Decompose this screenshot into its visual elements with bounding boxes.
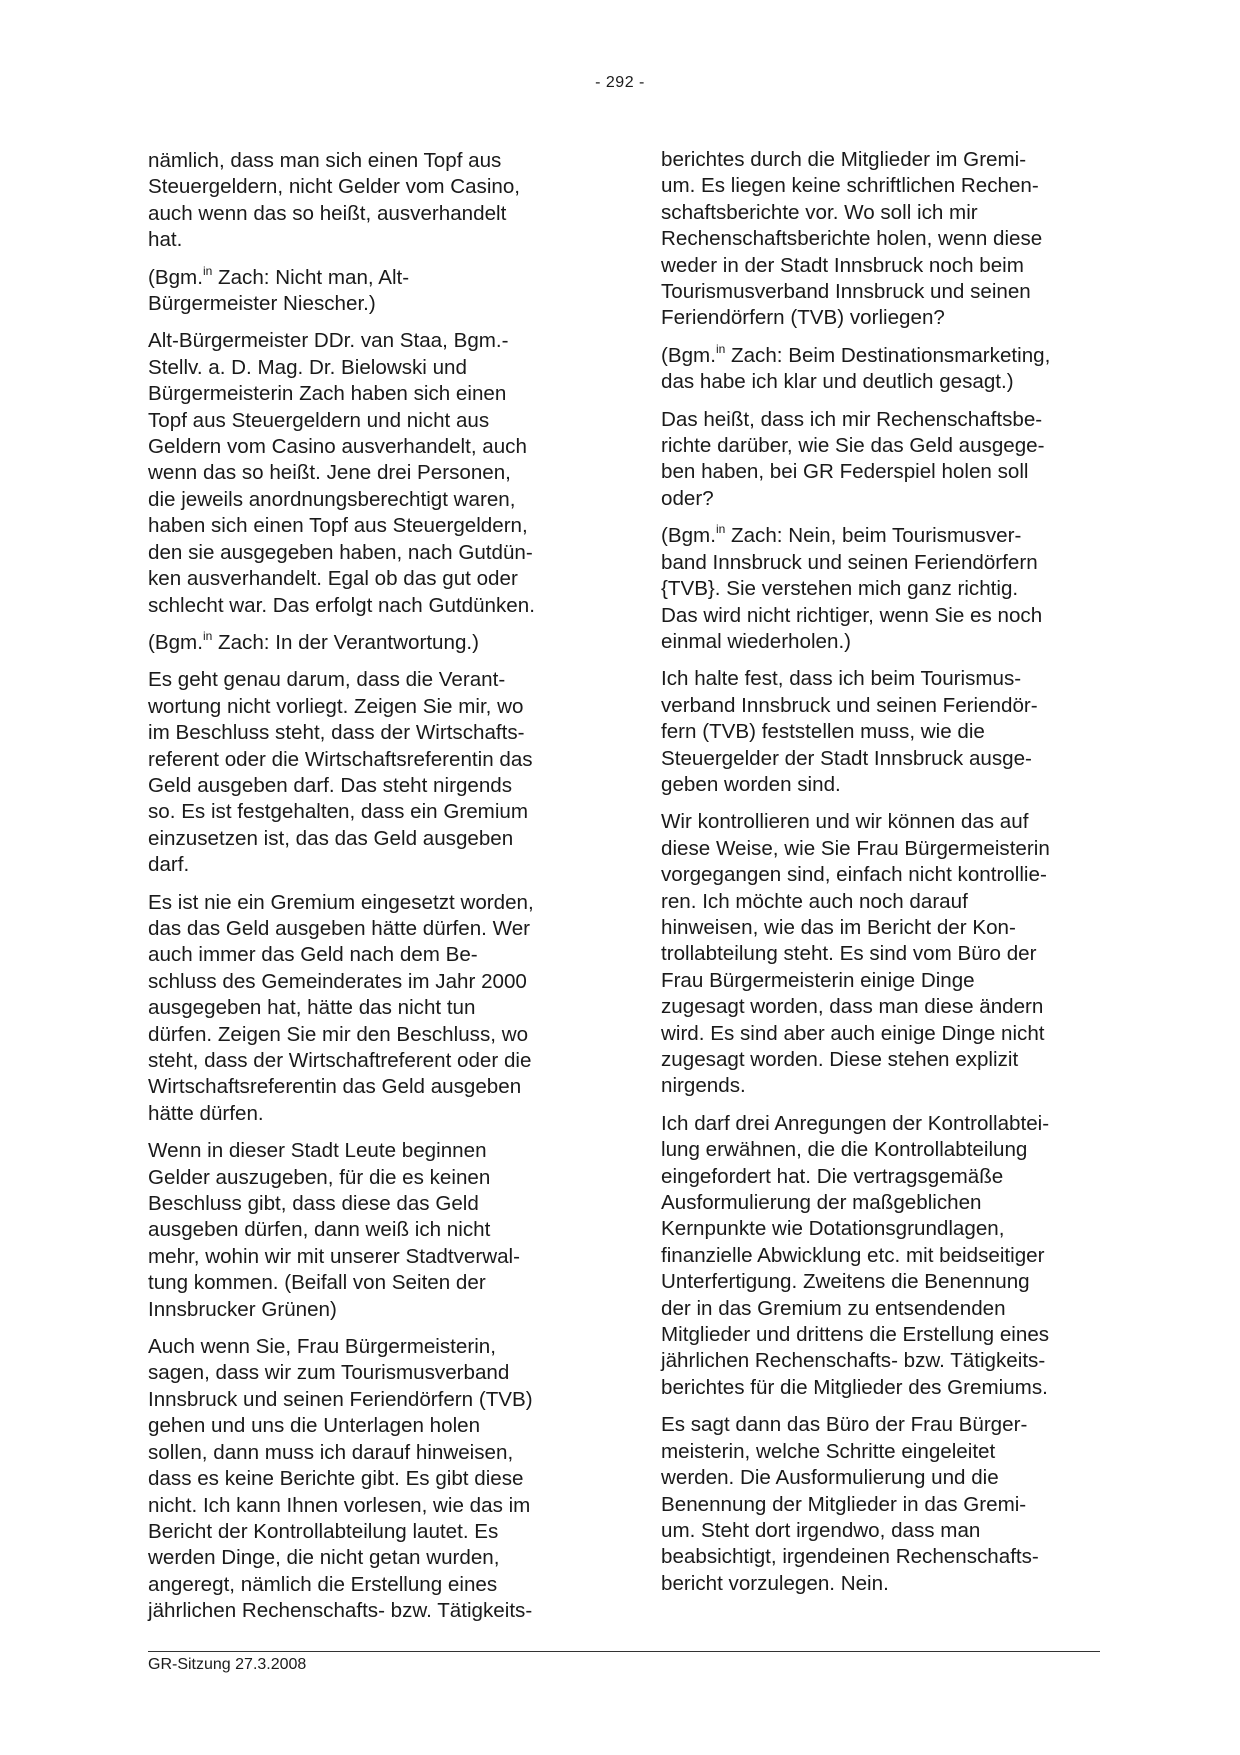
text-line: hätte dürfen. (148, 1101, 264, 1125)
paragraph (148, 148, 558, 254)
text-line: Steuergeldern, nicht Gelder vom Casino, (148, 175, 521, 199)
text-line: Bürgermeisterin Zach haben sich einen (148, 382, 507, 406)
text-line: wortung nicht vorliegt. Zeigen Sie mir, wo (148, 694, 524, 718)
text-line: Feriendörfern (TVB) vorliegen? (661, 306, 945, 330)
text-line: Benennung der Mitglieder in das Gremi- (661, 1492, 1027, 1516)
text-line: Mitglieder und drittens die Erstellung eines (661, 1323, 1050, 1347)
text-line: zugesagt worden. Diese stehen explizit (661, 1048, 1019, 1071)
text-line: ken ausverhandelt. Egal ob das gut oder (148, 567, 518, 591)
text-line: Es sagt dann das Büro der Frau Bürger- (661, 1413, 1028, 1437)
text-line: werden. Die Ausformulierung und die (661, 1466, 999, 1490)
text-line: finanzielle Abwicklung etc. mit beidseitiger (661, 1243, 1045, 1267)
superscript-in: in (715, 522, 726, 537)
text-line: jährlichen Rechenschafts- bzw. Tätigkeits- (148, 1599, 533, 1623)
text-line: der in das Gremium zu entsendenden (661, 1296, 1006, 1320)
paragraph (148, 1334, 558, 1624)
text-line: steht, dass der Wirtschaftreferent oder die (148, 1049, 532, 1072)
text-line: Auch wenn Sie, Frau Bürgermeisterin, (148, 1335, 496, 1359)
text-line: vorgegangen sind, einfach nicht kontrollie- (661, 863, 1047, 887)
paragraph (148, 328, 558, 618)
text-line: die jeweils anordnungsberechtigt waren, (148, 487, 516, 511)
paragraph (148, 667, 558, 878)
text-line: (Bgm.$^{in}$ Zach: Beim Destinationsmarketing, (661, 341, 1051, 367)
text-line: Wir kontrollieren und wir können das auf (661, 810, 1029, 834)
text-line: diese Weise, wie Sie Frau Bürgermeisterin (661, 836, 1050, 860)
text-line: schluss des Gemeinderates im Jahr 2000 (148, 969, 527, 993)
text-line: im Beschluss steht, dass der Wirtschafts- (148, 721, 525, 745)
text-line: fern (TVB) feststellen muss, wie die (661, 720, 985, 744)
paragraph (148, 890, 558, 1128)
text-line: den sie ausgegeben haben, nach Gutdün- (148, 540, 533, 564)
text-line: Tourismusverband Innsbruck und seinen (661, 280, 1031, 304)
paragraph (661, 1111, 1071, 1401)
text-line: Ich darf drei Anregungen der Kontrollabtei- (661, 1111, 1050, 1135)
text-line: dass es keine Berichte gibt. Es gibt diese (148, 1467, 524, 1491)
text-line: weder in der Stadt Innsbruck noch beim (661, 253, 1024, 277)
paragraph (148, 630, 558, 656)
text-line: werden Dinge, die nicht getan wurden, (148, 1546, 500, 1570)
text-line: bericht vorzulegen. Nein. (661, 1571, 889, 1595)
left-text-column (148, 148, 558, 1636)
text-line: Beschluss gibt, dass diese das Geld (148, 1192, 479, 1216)
text-line: wenn das so heißt. Jene drei Personen, (148, 461, 511, 485)
text-line: hinweisen, wie das im Bericht der Kon- (661, 915, 1016, 939)
paragraph (148, 265, 558, 318)
text-line: Innsbruck und seinen Feriendörfern (TVB) (148, 1387, 533, 1411)
text-line: ren. Ich möchte auch noch darauf (661, 889, 968, 913)
superscript-in: in (202, 628, 213, 643)
text-line: sagen, dass wir zum Tourismusverband (148, 1361, 510, 1385)
text-line: eingefordert hat. Die vertragsgemäße (661, 1164, 1004, 1188)
text-line: hat. (148, 228, 183, 252)
paragraph (661, 147, 1071, 332)
page-number: - 292 - (595, 74, 645, 91)
paragraph (148, 1138, 558, 1323)
text-line: darf. (148, 853, 190, 877)
text-line: schaftsberichte vor. Wo soll ich mir (661, 200, 978, 224)
text-line: beabsichtigt, irgendeinen Rechenschafts- (661, 1545, 1039, 1569)
text-line: meisterin, welche Schritte eingeleitet (661, 1439, 996, 1463)
text-line: zugesagt worden, dass man diese ändern (661, 995, 1044, 1019)
text-line: das habe ich klar und deutlich gesagt.) (661, 370, 1014, 394)
text-line: jährlichen Rechenschafts- bzw. Tätigkeits- (661, 1349, 1046, 1373)
text-line: Stellv. a. D. Mag. Dr. Bielowski und (148, 355, 467, 379)
footer-divider (148, 1651, 1100, 1652)
text-line: um. Es liegen keine schriftlichen Rechen- (661, 174, 1039, 198)
text-line: um. Steht dort irgendwo, dass man (661, 1518, 981, 1542)
text-line: nirgends. (661, 1074, 746, 1098)
paragraph (661, 343, 1071, 396)
superscript-in: in (202, 263, 213, 278)
paragraph (661, 666, 1071, 798)
text-line: Geldern vom Casino ausverhandelt, auch (148, 435, 527, 459)
text-line: Frau Bürgermeisterin einige Dinge (661, 968, 975, 992)
text-line: Innsbrucker Grünen) (148, 1297, 337, 1321)
text-line: Es ist nie ein Gremium eingesetzt worden, (148, 890, 534, 914)
text-line: (Bgm.$^{in}$ Zach: Nein, beim Tourismusver- (661, 522, 1022, 548)
text-line: berichtes für die Mitglieder des Gremiums. (661, 1375, 1048, 1399)
text-line: dürfen. Zeigen Sie mir den Beschluss, wo (148, 1022, 529, 1046)
text-line: Bürgermeister Niescher.) (148, 292, 376, 316)
text-line: ausgeben dürfen, dann weiß ich nicht (148, 1218, 491, 1242)
paragraph (661, 523, 1071, 655)
text-line: tung kommen. (Beifall von Seiten der (148, 1271, 486, 1295)
text-line: wird. Es sind aber auch einige Dinge nicht (661, 1021, 1045, 1045)
text-line: gehen und uns die Unterlagen holen (148, 1414, 481, 1438)
text-line: Steuergelder der Stadt Innsbruck ausge- (661, 746, 1032, 770)
text-line: das das Geld ausgeben hätte dürfen. Wer (148, 916, 530, 940)
text-line: Gelder auszugeben, für die es keinen (148, 1165, 491, 1189)
text-line: Alt-Bürgermeister DDr. van Staa, Bgm.- (148, 329, 509, 353)
text-line: Ich halte fest, dass ich beim Tourismus- (661, 667, 1022, 691)
text-line: referent oder die Wirtschaftsreferentin das (148, 747, 533, 771)
text-line: Das heißt, dass ich mir Rechenschaftsbe- (661, 407, 1043, 431)
paragraph (661, 407, 1071, 513)
text-line: angeregt, nämlich die Erstellung eines (148, 1572, 498, 1596)
text-line: Wenn in dieser Stadt Leute beginnen (148, 1139, 487, 1163)
text-line: richte darüber, wie Sie das Geld ausgege- (661, 434, 1045, 458)
text-line: Es geht genau darum, dass die Verant- (148, 668, 506, 692)
text-line: Ausformulierung der maßgeblichen (661, 1191, 982, 1215)
text-line: (Bgm.$^{in}$ Zach: In der Verantwortung.) (148, 628, 479, 654)
text-line: mehr, wohin wir mit unserer Stadtverwal- (148, 1244, 520, 1268)
text-line: einmal wiederholen.) (661, 629, 852, 653)
text-line: verband Innsbruck und seinen Feriendör- (661, 693, 1038, 717)
text-line: oder? (661, 486, 714, 510)
text-line: sollen, dann muss ich darauf hinweisen, (148, 1440, 514, 1464)
text-line: Wirtschaftsreferentin das Geld ausgeben (148, 1075, 522, 1099)
text-line: geben worden sind. (661, 772, 841, 796)
text-line: so. Es ist festgehalten, dass ein Gremium (148, 800, 529, 824)
text-line: ausgegeben hat, hätte das nicht tun (148, 996, 476, 1020)
text-line: band Innsbruck und seinen Feriendörfern (661, 550, 1038, 574)
footer-session-date: GR-Sitzung 27.3.2008 (148, 1656, 307, 1673)
text-line: Rechenschaftsberichte holen, wenn diese (661, 227, 1043, 251)
text-line: Unterfertigung. Zweitens die Benennung (661, 1270, 1030, 1294)
paragraph (661, 1412, 1071, 1597)
paragraph (661, 809, 1071, 1099)
text-line: auch wenn das so heißt, ausverhandelt (148, 201, 507, 225)
text-line: nicht. Ich kann Ihnen vorlesen, wie das im (148, 1493, 531, 1517)
text-line: einzusetzen ist, das das Geld ausgeben (148, 826, 514, 850)
text-line: Kernpunkte wie Dotationsgrundlagen, (661, 1217, 1005, 1241)
text-line: berichtes durch die Mitglieder im Gremi- (661, 148, 1027, 171)
superscript-in: in (715, 341, 726, 356)
text-line: nämlich, dass man sich einen Topf aus (148, 149, 502, 172)
text-line: Topf aus Steuergeldern und nicht aus (148, 408, 490, 432)
text-line: auch immer das Geld nach dem Be- (148, 943, 478, 967)
text-line: ben haben, bei GR Federspiel holen soll (661, 460, 1029, 484)
text-line: haben sich einen Topf aus Steuergeldern, (148, 514, 528, 538)
text-line: {TVB}. Sie verstehen mich ganz richtig. (661, 577, 1019, 601)
right-text-column (661, 147, 1071, 1608)
text-line: lung erwähnen, die die Kontrollabteilung (661, 1138, 1028, 1162)
text-line: trollabteilung steht. Es sind vom Büro der (661, 942, 1037, 966)
text-line: schlecht war. Das erfolgt nach Gutdünken. (148, 593, 535, 617)
text-line: Geld ausgeben darf. Das steht nirgends (148, 773, 513, 797)
text-line: (Bgm.$^{in}$ Zach: Nicht man, Alt- (148, 263, 410, 289)
text-line: Bericht der Kontrollabteilung lautet. Es (148, 1519, 499, 1543)
text-line: Das wird nicht richtiger, wenn Sie es noch (661, 603, 1043, 627)
